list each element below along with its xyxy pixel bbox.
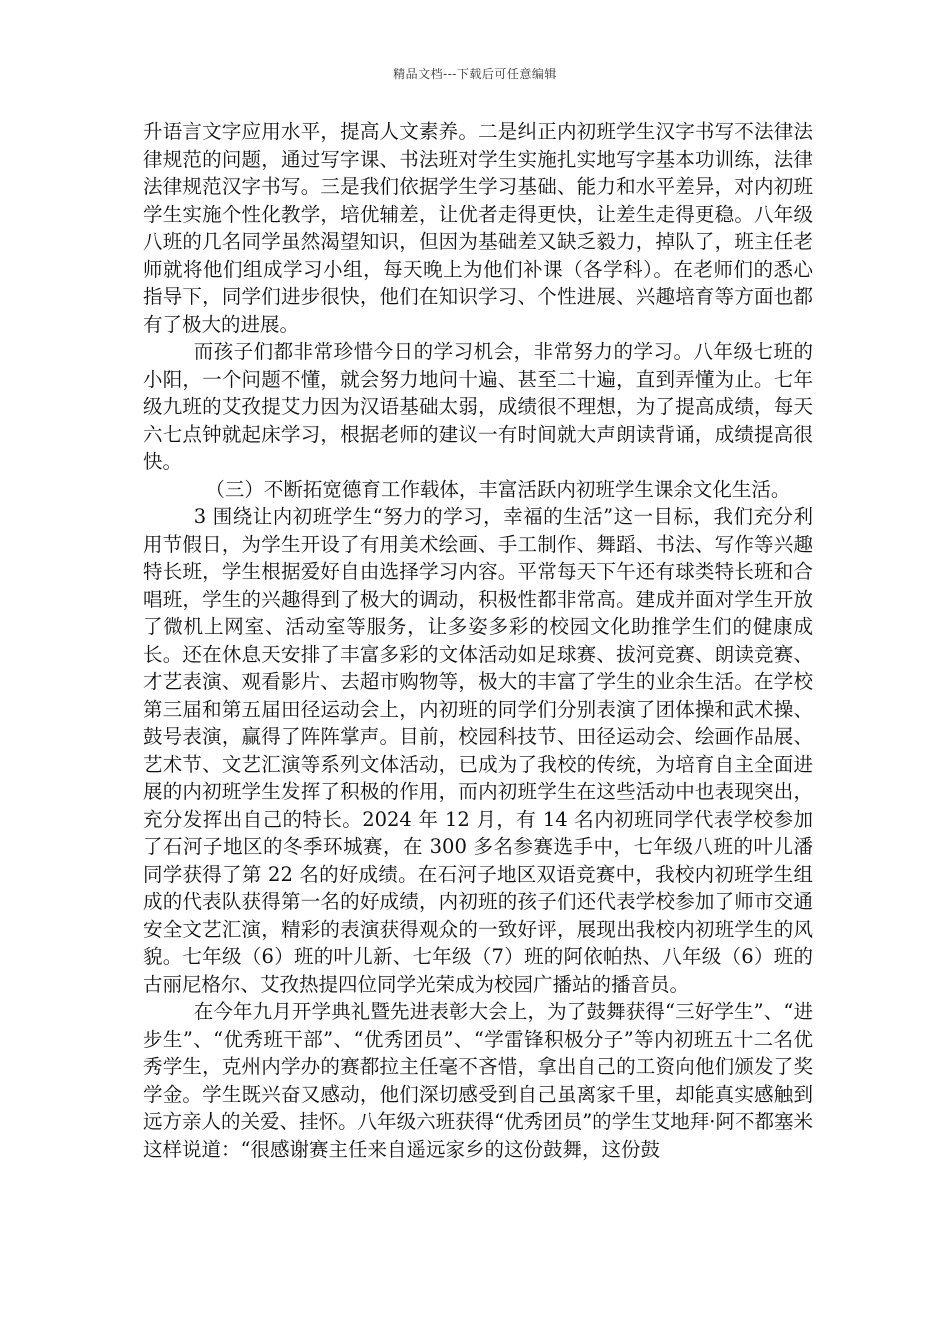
paragraph-3: 3 围绕让内初班学生“努力的学习，幸福的生活”这一目标，我们充分利用节假日，为学生开设了有用美术绘画、手工制作、舞蹈、书法、写作等兴趣特长班，学生根据爱好自由选择学习内容。平常每天下午还有球类特长班和合唱班，学生的兴趣得到了极大的调动，积极性都非常高。建成并面对学生开放了微机上网室、活动室等服务，让多姿多彩的校园文化助推学生们的健康成长。还在休息天安排了丰富多彩的文体活动如足球赛、拔河竞赛、朗读竞赛、才艺表演、观看影片、去超市购物等，极大的丰富了学生的业余生活。在学校第三届和第五届田径运动会上，内初班的同学们分别表演了团体操和武术操、鼓号表演，赢得了阵阵掌声。目前，校园科技节、田径运动会、绘画作品展、艺术节、文艺汇演等系列文体活动，已成为了我校的传统，为培育自主全面进展的内初班学生发挥了积极的作用，而内初班学生在这些活动中也表现突出，充分发挥出自己的特长。2024 年 12 月，有 14 名内初班同学代表学校参加了石河子地区的冬季环城赛，在 300 多名参赛选手中，七年级八班的叶儿潘同学获得了第 22 名的好成绩。在石河子地区双语竞赛中，我校内初班学生组成的代表队获得第一名的好成绩，内初班的孩子们还代表学校参加了师市交通安全文艺汇演，精彩的表演获得观众的一致好评，展现出我校内初班学生的风貌。七年级（6）班的叶儿新、七年级（7）班的阿依帕热、八年级（6）班的古丽尼格尔、艾孜热提四位同学光荣成为校园广播站的播音员。 — [143, 505, 813, 996]
paragraph-2: 而孩子们都非常珍惜今日的学习机会，非常努力的学习。八年级七班的小阳，一个问题不懂，就会努力地问十遍、甚至二十遍，直到弄懂为止。七年级九班的艾孜提艾力因为汉语基础太弱，成绩很不理想，为了提高成绩，每天六七点钟就起床学习，根据老师的建议一有时间就大声朗读背诵，成绩提高很快。 — [143, 340, 813, 473]
document-body — [143, 118, 813, 1163]
page-header: 精品文档---下载后可任意编辑 — [393, 67, 557, 81]
section-heading: （三）不断拓宽德育工作载体，丰富活跃内初班学生课余文化生活。 — [205, 477, 791, 501]
paragraph-4: 在今年九月开学典礼暨先进表彰大会上，为了鼓舞获得“三好学生”、“进步生”、“优秀班干部”、“优秀团员”、“学雷锋积极分子”等内初班五十二名优秀学生，克州内学办的赛都拉主任毫不吝惜，拿出自己的工资向他们颁发了奖学金。学生既兴奋又感动，他们深切感受到自己虽离家千里，却能真实感触到远方亲人的关爱、挂怀。八年级六班获得“优秀团员”的学生艾地拜·阿不都塞米这样说道：“很感谢赛主任来自遥远家乡的这份鼓舞，这份鼓 — [143, 1000, 813, 1161]
paragraph-1: 升语言文字应用水平，提高人文素养。二是纠正内初班学生汉字书写不法律法律规范的问题，通过写字课、书法班对学生实施扎实地写字基本功训练，法律法律规范汉字书写。三是我们依据学生学习基础、能力和水平差异，对内初班学生实施个性化教学，培优辅差，让优者走得更快，让差生走得更稳。八年级八班的几名同学虽然渴望知识，但因为基础差又缺乏毅力，掉队了，班主任老师就将他们组成学习小组，每天晚上为他们补课（各学科）。在老师们的悉心指导下，同学们进步很快，他们在知识学习、个性进展、兴趣培育等方面也都有了极大的进展。 — [143, 120, 813, 336]
